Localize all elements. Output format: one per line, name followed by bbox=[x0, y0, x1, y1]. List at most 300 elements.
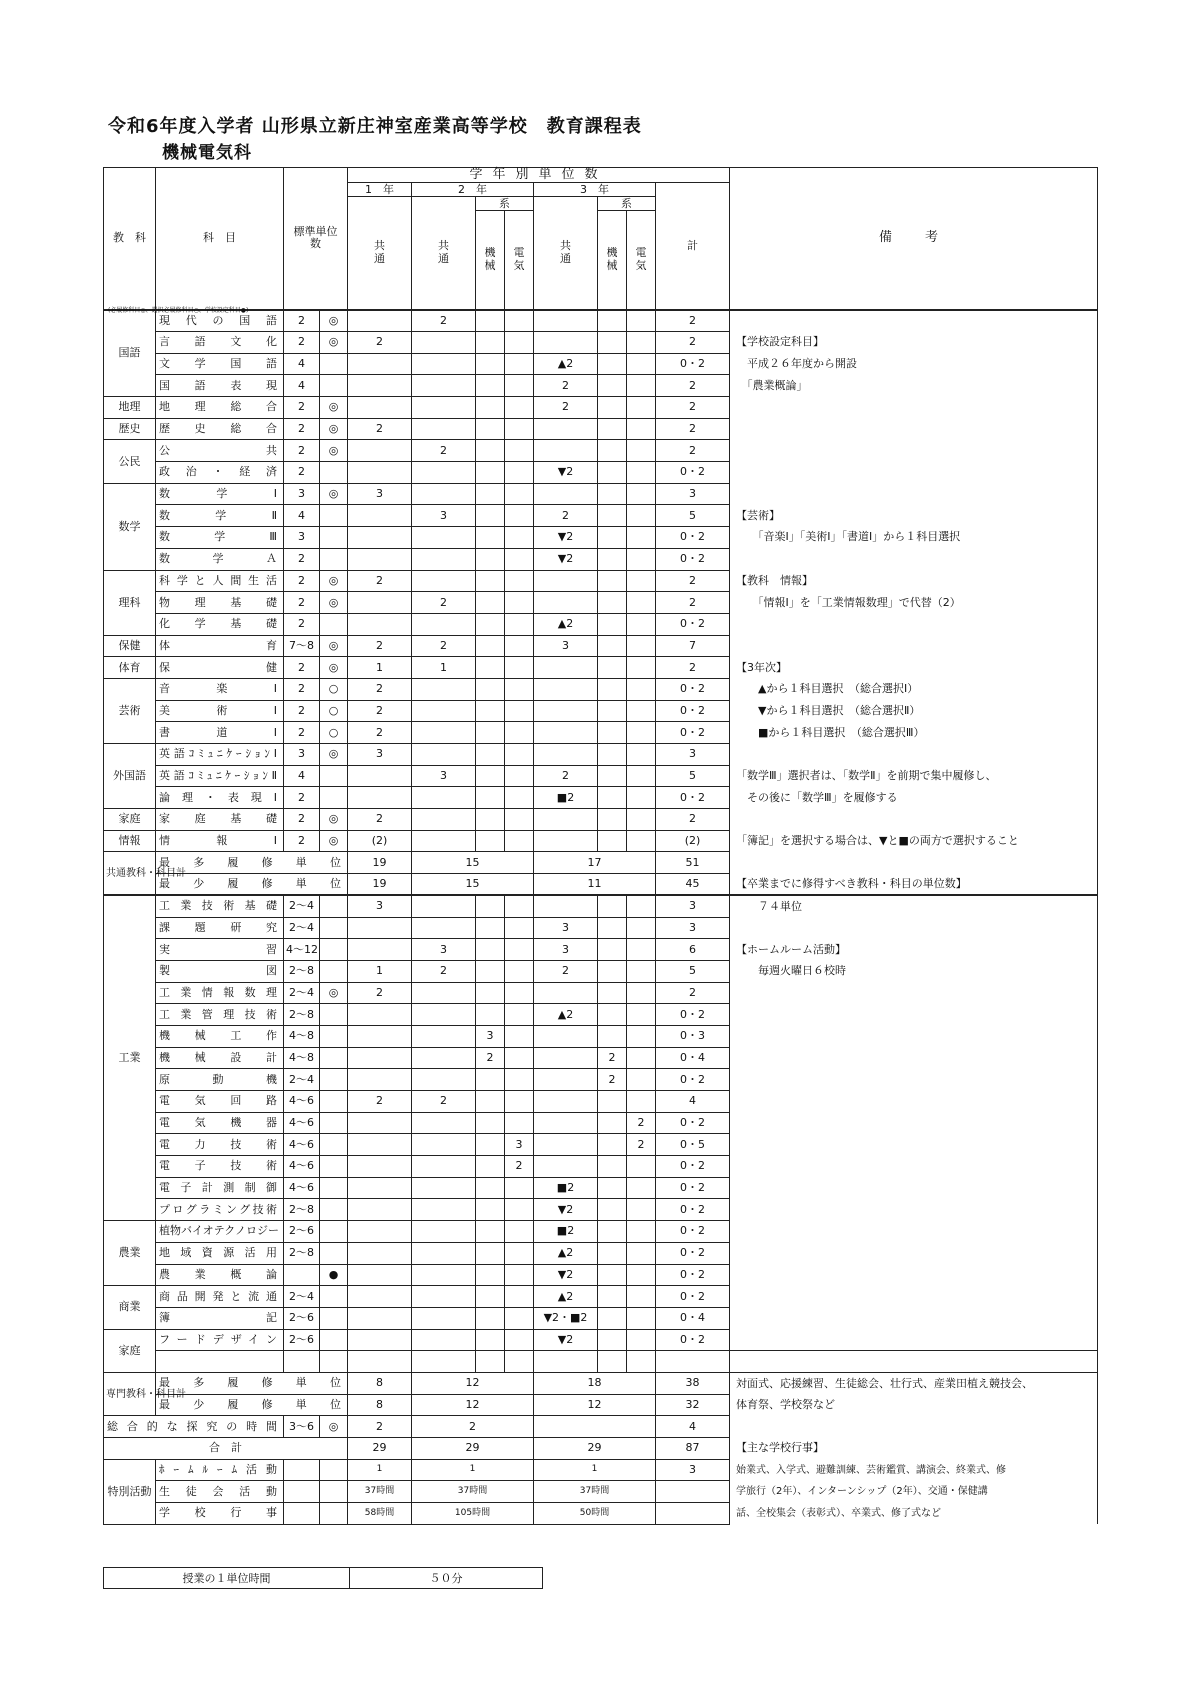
std-unit-cell: 4～6 bbox=[284, 1091, 320, 1113]
y3-denki-cell bbox=[627, 527, 656, 549]
kei-header: 計 bbox=[656, 183, 730, 310]
table-row bbox=[104, 657, 1098, 679]
y3-denki-cell: 2 bbox=[627, 1134, 656, 1156]
remark-cell bbox=[730, 1416, 1098, 1438]
total-cell: 2 bbox=[656, 592, 730, 614]
subject-cell: 実習 bbox=[156, 939, 284, 961]
y1-common-cell bbox=[348, 765, 412, 787]
subject-cell: 文学国語 bbox=[156, 353, 284, 375]
total-cell: 2 bbox=[656, 440, 730, 462]
mark-cell: ◎ bbox=[320, 483, 348, 505]
y2-common-cell bbox=[412, 1177, 476, 1199]
y3-kikai-cell bbox=[598, 1177, 627, 1199]
y1-cell: 37時間 bbox=[348, 1481, 412, 1503]
remark-cell bbox=[730, 548, 1098, 570]
mark-cell bbox=[320, 1156, 348, 1178]
y3-denki-cell bbox=[627, 1199, 656, 1221]
y3-common-cell bbox=[534, 592, 598, 614]
y2-common-cell bbox=[412, 1004, 476, 1026]
y2-kikai: 機械 bbox=[476, 211, 505, 310]
mark-cell bbox=[320, 1091, 348, 1113]
y3-common-cell: ▲2 bbox=[534, 613, 598, 635]
mark-cell bbox=[320, 1069, 348, 1091]
y2-common-cell bbox=[412, 1069, 476, 1091]
y1-common-cell bbox=[348, 1329, 412, 1351]
total-cell: 2 bbox=[656, 397, 730, 419]
y3-common-cell: ▲2 bbox=[534, 1242, 598, 1264]
total-cell: 2 bbox=[656, 657, 730, 679]
table-row bbox=[104, 1264, 1098, 1286]
y3-common-cell bbox=[534, 1134, 598, 1156]
y2-denki-cell bbox=[505, 830, 534, 852]
subject-cell: 数学Ⅱ bbox=[156, 505, 284, 527]
mark-cell: ○ bbox=[320, 700, 348, 722]
remark-cell bbox=[730, 982, 1098, 1004]
subject-cell: 化学基礎 bbox=[156, 613, 284, 635]
y2-denki-cell bbox=[505, 1221, 534, 1243]
y2-denki-cell bbox=[505, 505, 534, 527]
y3-kikai-cell bbox=[598, 592, 627, 614]
subject-cell: 情報Ⅰ bbox=[156, 830, 284, 852]
y2-cell: 29 bbox=[412, 1438, 534, 1460]
table-row bbox=[104, 1329, 1098, 1351]
remark-cell: ■から１科目選択 （総合選択Ⅲ） bbox=[730, 722, 1098, 744]
table-row bbox=[104, 462, 1098, 484]
y2-cell: 2 bbox=[412, 1416, 534, 1438]
total-cell: 0・2 bbox=[656, 722, 730, 744]
subject-cell: 数学Ⅰ bbox=[156, 483, 284, 505]
y2-kikai-cell bbox=[476, 548, 505, 570]
std-unit-cell: 2～6 bbox=[284, 1307, 320, 1329]
table-row bbox=[104, 1112, 1098, 1134]
y2-denki-cell bbox=[505, 1025, 534, 1047]
y1-common-cell bbox=[348, 397, 412, 419]
y3-kikai: 機械 bbox=[598, 211, 627, 310]
y2-cell: 15 bbox=[412, 874, 534, 896]
activity-label-cell: 学校行事 bbox=[156, 1503, 284, 1525]
std-unit-cell: 2 bbox=[284, 722, 320, 744]
y3-denki-cell bbox=[627, 375, 656, 397]
table-row bbox=[104, 1416, 1098, 1438]
table-row bbox=[104, 1307, 1098, 1329]
min-label-cell: 最少履修単位 bbox=[156, 1394, 348, 1416]
subject-cell: 国語表現 bbox=[156, 375, 284, 397]
remark-cell bbox=[730, 809, 1098, 831]
y2-cell: 1 bbox=[412, 1459, 534, 1481]
y3-common-cell: ■2 bbox=[534, 1177, 598, 1199]
table-row bbox=[104, 1372, 1098, 1394]
y1-cell: 8 bbox=[348, 1394, 412, 1416]
table-row bbox=[104, 613, 1098, 635]
y2-common-cell bbox=[412, 1221, 476, 1243]
y1-common-cell bbox=[348, 1047, 412, 1069]
y2-common-cell: 2 bbox=[412, 1091, 476, 1113]
std-unit-cell: 2～4 bbox=[284, 1286, 320, 1308]
mark-cell: ○ bbox=[320, 678, 348, 700]
y3-kikai-cell bbox=[598, 1091, 627, 1113]
mark-cell: ◎ bbox=[320, 657, 348, 679]
table-row bbox=[104, 418, 1098, 440]
y2-kikai-cell bbox=[476, 1221, 505, 1243]
table-row bbox=[104, 982, 1098, 1004]
table-row bbox=[104, 1221, 1098, 1243]
std-unit-cell: 3 bbox=[284, 527, 320, 549]
y2-kikai-cell bbox=[476, 1091, 505, 1113]
std-unit-cell: 2 bbox=[284, 787, 320, 809]
y3-kikai-cell bbox=[598, 700, 627, 722]
subject-cell: 物理基礎 bbox=[156, 592, 284, 614]
y3-kikai-cell bbox=[627, 1351, 656, 1373]
y2-kikai-cell bbox=[476, 331, 505, 353]
y2-common-cell bbox=[412, 722, 476, 744]
y3-kikai-cell bbox=[598, 982, 627, 1004]
remark-cell bbox=[730, 1286, 1098, 1308]
subject-cell: 数学Ａ bbox=[156, 548, 284, 570]
y3-common-cell: ▲2 bbox=[534, 353, 598, 375]
table-row bbox=[104, 1177, 1098, 1199]
total-cell: 45 bbox=[656, 874, 730, 896]
y3-common-cell: 3 bbox=[534, 939, 598, 961]
gakunen-header: 学年別単位数 bbox=[348, 168, 730, 183]
mark-cell: ◎ bbox=[320, 592, 348, 614]
total-cell: 3 bbox=[656, 483, 730, 505]
y2-kikai-cell bbox=[476, 982, 505, 1004]
std-unit-cell bbox=[284, 1481, 320, 1503]
subject-cell: 地理総合 bbox=[156, 397, 284, 419]
y2-denki-cell bbox=[505, 1307, 534, 1329]
total-cell: 0・5 bbox=[656, 1134, 730, 1156]
total-cell: 3 bbox=[656, 1459, 730, 1481]
y2-header: 2 年 bbox=[412, 183, 534, 197]
std-unit-cell: 2 bbox=[284, 548, 320, 570]
y3-denki-cell bbox=[627, 440, 656, 462]
table-row bbox=[104, 700, 1098, 722]
mark-cell bbox=[320, 375, 348, 397]
subject-cell: 工業管理技術 bbox=[156, 1004, 284, 1026]
mark-cell bbox=[320, 548, 348, 570]
total-cell: 0・2 bbox=[656, 700, 730, 722]
total-cell: 0・2 bbox=[656, 1156, 730, 1178]
mark-cell bbox=[320, 939, 348, 961]
std-unit-cell: 2～8 bbox=[284, 960, 320, 982]
y1-common-cell bbox=[348, 1112, 412, 1134]
y2-kikai-cell bbox=[476, 462, 505, 484]
y1-common-cell bbox=[348, 527, 412, 549]
y2-denki-cell bbox=[505, 570, 534, 592]
y1-common-cell bbox=[348, 548, 412, 570]
std-unit-cell: 2 bbox=[284, 592, 320, 614]
mark-cell bbox=[320, 505, 348, 527]
remark-cell: 始業式、入学式、避難訓練、芸術鑑賞、講演会、終業式、修 bbox=[730, 1459, 1098, 1481]
y1-cell: 1 bbox=[348, 1459, 412, 1481]
table-row bbox=[104, 1242, 1098, 1264]
total-cell: 0・2 bbox=[656, 1221, 730, 1243]
y3-denki-cell bbox=[627, 765, 656, 787]
table-row bbox=[104, 505, 1098, 527]
y2-common-cell bbox=[412, 1047, 476, 1069]
subject-cell: 地域資源活用 bbox=[156, 1242, 284, 1264]
mark-cell bbox=[320, 917, 348, 939]
remark-cell: 【主な学校行事】 bbox=[730, 1438, 1098, 1460]
std-unit-cell: 2 bbox=[284, 613, 320, 635]
y2-denki: 電気 bbox=[505, 211, 534, 310]
y2-kikai-cell bbox=[476, 1199, 505, 1221]
std-unit-cell: 2 bbox=[284, 657, 320, 679]
y2-kikai-cell bbox=[476, 613, 505, 635]
subject-cell: 歴史総合 bbox=[156, 418, 284, 440]
std-unit-cell: 2 bbox=[284, 462, 320, 484]
y3-common-cell: ■2 bbox=[534, 787, 598, 809]
y3-common-cell: ▼2 bbox=[534, 1199, 598, 1221]
total-cell: 0・2 bbox=[656, 1329, 730, 1351]
mark-cell bbox=[320, 1004, 348, 1026]
y1-common-cell bbox=[412, 1351, 476, 1373]
mark-cell: ◎ bbox=[320, 310, 348, 332]
mark-cell bbox=[320, 353, 348, 375]
y2-common-cell: 2 bbox=[412, 960, 476, 982]
remark-cell: 【芸術】 bbox=[730, 505, 1098, 527]
y2-common-cell bbox=[412, 1025, 476, 1047]
remark-cell bbox=[730, 1112, 1098, 1134]
kyoka-cell: 情報 bbox=[104, 830, 156, 852]
y3-kikai-cell bbox=[598, 765, 627, 787]
y2-kikai-cell bbox=[476, 635, 505, 657]
y1-common-cell bbox=[348, 1004, 412, 1026]
y2-common-cell bbox=[412, 1112, 476, 1134]
subject-cell: プログラミング技術 bbox=[156, 1199, 284, 1221]
table-row bbox=[104, 1004, 1098, 1026]
y2-common-cell bbox=[412, 1307, 476, 1329]
total-cell: 6 bbox=[656, 939, 730, 961]
y1-common-cell: 3 bbox=[348, 483, 412, 505]
y2-denki-cell bbox=[505, 700, 534, 722]
kyoka-cell: 商業 bbox=[104, 1286, 156, 1329]
y2-kikai-cell bbox=[476, 440, 505, 462]
table-row bbox=[104, 1438, 1098, 1460]
std-unit-cell bbox=[284, 1459, 320, 1481]
y1-common-cell bbox=[348, 787, 412, 809]
y3-denki-cell bbox=[627, 635, 656, 657]
y3-kikai-cell bbox=[598, 505, 627, 527]
unit-time-value: ５０分 bbox=[350, 1568, 543, 1589]
y3-common-cell bbox=[534, 440, 598, 462]
y3-common-cell bbox=[534, 1156, 598, 1178]
remark-cell bbox=[730, 310, 1098, 332]
remark-cell bbox=[730, 462, 1098, 484]
y2-kikai-cell bbox=[476, 960, 505, 982]
std-unit-cell: 2 bbox=[284, 678, 320, 700]
mark-cell: ◎ bbox=[320, 830, 348, 852]
y3-denki-cell bbox=[627, 331, 656, 353]
total-cell: 0・2 bbox=[656, 613, 730, 635]
table-row bbox=[104, 1481, 1098, 1503]
y2-denki-cell bbox=[505, 1286, 534, 1308]
remark-cell: 【ホームルーム活動】 bbox=[730, 939, 1098, 961]
remark-cell: ７４単位 bbox=[730, 895, 1098, 917]
y3-denki-cell bbox=[627, 1004, 656, 1026]
y1-common-cell bbox=[348, 939, 412, 961]
subject-cell: 公共 bbox=[156, 440, 284, 462]
subject-cell: フードデザイン bbox=[156, 1329, 284, 1351]
total-cell: (2) bbox=[656, 830, 730, 852]
remark-cell bbox=[730, 1307, 1098, 1329]
y3-common-cell: 2 bbox=[534, 375, 598, 397]
y1-cell: 8 bbox=[348, 1372, 412, 1394]
kyoka-cell: 数学 bbox=[104, 483, 156, 570]
total-cell: 3 bbox=[656, 917, 730, 939]
total-cell: 2 bbox=[656, 310, 730, 332]
y3-kikai-cell bbox=[598, 635, 627, 657]
mark-cell bbox=[320, 1329, 348, 1351]
total-cell: 0・2 bbox=[656, 1004, 730, 1026]
kyoka-cell: 家庭 bbox=[104, 1329, 156, 1372]
y3-kikai-cell bbox=[598, 1307, 627, 1329]
mark-cell: ○ bbox=[320, 722, 348, 744]
y3-denki-cell bbox=[627, 1242, 656, 1264]
std-unit-cell: 2 bbox=[284, 700, 320, 722]
y3-kikai-cell bbox=[598, 570, 627, 592]
y2-denki-cell bbox=[505, 592, 534, 614]
y2-denki-cell bbox=[505, 1264, 534, 1286]
y3-cell: 17 bbox=[534, 852, 656, 874]
unit-time-table bbox=[103, 1567, 543, 1589]
std-unit-cell: 4 bbox=[284, 765, 320, 787]
y2-common-cell bbox=[412, 1286, 476, 1308]
y3-denki-cell bbox=[656, 1351, 730, 1373]
total-cell bbox=[656, 1481, 730, 1503]
table-row bbox=[104, 1025, 1098, 1047]
y2-common-cell: 2 bbox=[412, 440, 476, 462]
y2-denki-cell bbox=[505, 548, 534, 570]
remark-cell: 学旅行（2年）、インターンシップ（2年）、交通・保健講 bbox=[730, 1481, 1098, 1503]
subject-cell: 論理・表現Ⅰ bbox=[156, 787, 284, 809]
remark-cell bbox=[730, 1329, 1098, 1351]
total-cell: 0・2 bbox=[656, 353, 730, 375]
mark-cell bbox=[320, 1503, 348, 1525]
y3-denki-cell bbox=[627, 982, 656, 1004]
y2-denki-cell bbox=[505, 809, 534, 831]
remark-cell: 話、全校集会（表彰式）、卒業式、修了式など bbox=[730, 1503, 1098, 1525]
kyoka-cell: 農業 bbox=[104, 1221, 156, 1286]
y2-common-cell bbox=[412, 483, 476, 505]
y1-common-cell bbox=[348, 917, 412, 939]
subject-cell: 英語ｺﾐｭﾆｹｰｼｮﾝⅠ bbox=[156, 744, 284, 766]
total-cell: 5 bbox=[656, 765, 730, 787]
y3-denki-cell bbox=[627, 592, 656, 614]
table-row bbox=[104, 527, 1098, 549]
total-cell: 0・2 bbox=[656, 462, 730, 484]
y1-common-cell bbox=[348, 353, 412, 375]
std-unit-cell: 4～6 bbox=[284, 1112, 320, 1134]
y3-kikai-cell bbox=[598, 830, 627, 852]
y3-denki-cell bbox=[627, 1025, 656, 1047]
y2-denki-cell bbox=[505, 527, 534, 549]
y3-kikai-cell bbox=[598, 1221, 627, 1243]
mark-cell: ● bbox=[320, 1264, 348, 1286]
remark-cell: 「音楽Ⅰ」「美術Ⅰ」「書道Ⅰ」から１科目選択 bbox=[730, 527, 1098, 549]
y2-kikai-cell: 3 bbox=[476, 1025, 505, 1047]
y2-common-cell bbox=[412, 613, 476, 635]
table-row bbox=[104, 397, 1098, 419]
y2-cell: 105時間 bbox=[412, 1503, 534, 1525]
y2-common-cell: 3 bbox=[412, 939, 476, 961]
y3-denki-cell bbox=[627, 1329, 656, 1351]
y2-denki-cell bbox=[505, 635, 534, 657]
total-label-cell: 共通教科・科目計 bbox=[104, 852, 156, 895]
y2-denki-cell bbox=[505, 657, 534, 679]
mark-cell bbox=[320, 960, 348, 982]
kyoka-cell: 体育 bbox=[104, 657, 156, 679]
y2-denki-cell bbox=[505, 310, 534, 332]
y3-common-cell bbox=[534, 1047, 598, 1069]
std-unit-cell: 2～4 bbox=[284, 917, 320, 939]
table-row bbox=[104, 830, 1098, 852]
y3-common-cell bbox=[534, 331, 598, 353]
y3-kikai-cell bbox=[598, 678, 627, 700]
y2-kikai-cell bbox=[476, 570, 505, 592]
total-cell: 0・2 bbox=[656, 1069, 730, 1091]
y1-header: 1 年 bbox=[348, 183, 412, 197]
mark-cell bbox=[320, 1134, 348, 1156]
y1-common-cell bbox=[348, 1199, 412, 1221]
y2-denki-cell bbox=[505, 1242, 534, 1264]
y2-kikai-cell bbox=[476, 787, 505, 809]
y2-kikai-cell bbox=[476, 527, 505, 549]
total-cell: 0・2 bbox=[656, 548, 730, 570]
y1-common-cell bbox=[348, 462, 412, 484]
subject-cell: 商品開発と流通 bbox=[156, 1286, 284, 1308]
y2-kikai-cell bbox=[476, 678, 505, 700]
y2-denki-cell bbox=[505, 1091, 534, 1113]
total-cell: 0・2 bbox=[656, 678, 730, 700]
y3-denki-cell bbox=[627, 1221, 656, 1243]
tokubetsu-label-cell: 特別活動 bbox=[104, 1459, 156, 1524]
y3-kikai-cell bbox=[598, 1264, 627, 1286]
subject-cell: 数学Ⅲ bbox=[156, 527, 284, 549]
total-cell: 0・2 bbox=[656, 1286, 730, 1308]
kyoka-cell: 芸術 bbox=[104, 678, 156, 743]
y1-cell: 58時間 bbox=[348, 1503, 412, 1525]
remark-cell bbox=[730, 744, 1098, 766]
mark-cell bbox=[320, 895, 348, 917]
y2-denki-cell bbox=[505, 895, 534, 917]
remark-cell: 【学校設定科目】 bbox=[730, 331, 1098, 353]
y1-common-cell: 2 bbox=[348, 678, 412, 700]
subject-cell: 原動機 bbox=[156, 1069, 284, 1091]
remark-cell bbox=[730, 1134, 1098, 1156]
total-cell: 0・4 bbox=[656, 1047, 730, 1069]
y2-denki-cell bbox=[505, 1069, 534, 1091]
std-unit-cell: 4 bbox=[284, 353, 320, 375]
y3-kikai-cell bbox=[598, 657, 627, 679]
y2-common-cell bbox=[412, 462, 476, 484]
y2-common-cell bbox=[412, 375, 476, 397]
y1-common-cell: 1 bbox=[348, 960, 412, 982]
std-unit-cell: 4～6 bbox=[284, 1156, 320, 1178]
mark-cell bbox=[320, 787, 348, 809]
y2-cell: 15 bbox=[412, 852, 534, 874]
table-row bbox=[104, 1134, 1098, 1156]
mark-cell: ◎ bbox=[320, 397, 348, 419]
y3-kikai-cell: 2 bbox=[598, 1047, 627, 1069]
y3-kei: 系 bbox=[598, 197, 656, 211]
table-row bbox=[104, 787, 1098, 809]
y3-common-cell bbox=[534, 310, 598, 332]
std-unit-cell: 2～4 bbox=[284, 982, 320, 1004]
y3-kikai-cell bbox=[598, 787, 627, 809]
blank-cell bbox=[156, 1351, 284, 1373]
table-row bbox=[104, 895, 1098, 917]
